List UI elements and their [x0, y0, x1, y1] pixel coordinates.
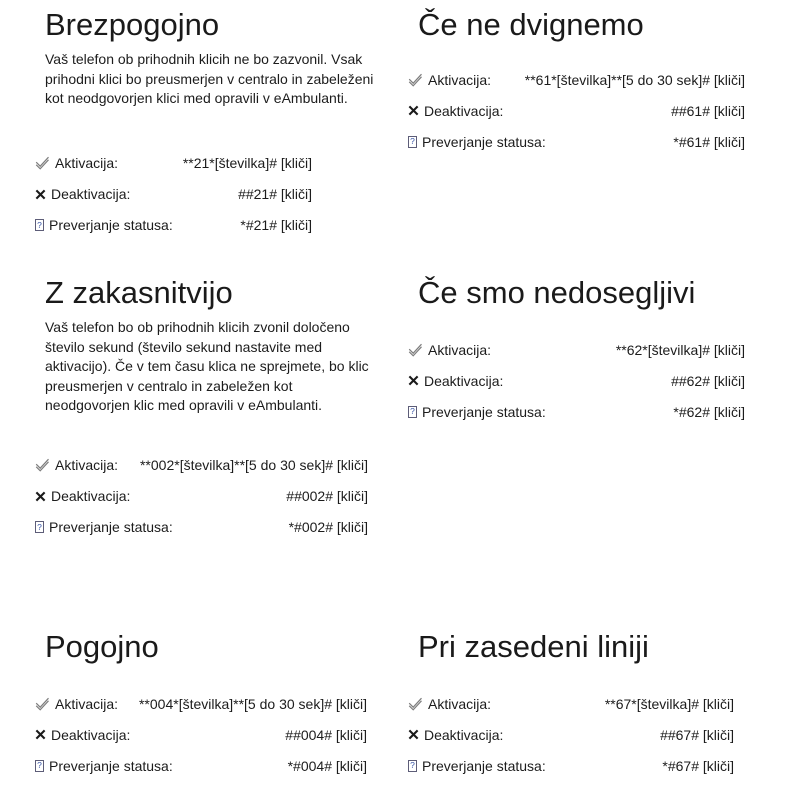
activation-code: **21*[številka]# [kliči]: [182, 155, 312, 171]
question-box-icon: ?: [408, 760, 417, 772]
section-title: Z zakasnitvijo: [45, 275, 233, 310]
activation-code: **004*[številka]**[5 do 30 sek]# [kliči]: [138, 695, 367, 712]
status-row: [35, 210, 312, 241]
status-row: [35, 512, 368, 543]
section-title: Pogojno: [45, 629, 159, 664]
status-row: [408, 750, 734, 781]
activation-row: [35, 450, 368, 481]
deactivation-label: Deaktivacija:: [424, 726, 504, 743]
deactivation-row: [35, 481, 368, 512]
code-rows: [35, 688, 367, 781]
activation-code: **67*[številka]# [kliči]: [604, 695, 734, 712]
status-label: Preverjanje statusa:: [49, 519, 173, 535]
section-title: Če smo nedosegljivi: [418, 275, 696, 310]
activation-label: Aktivacija:: [55, 695, 119, 712]
status-row: [408, 126, 745, 157]
status-label: Preverjanje statusa:: [422, 133, 546, 150]
code-rows: [408, 688, 734, 781]
double-check-icon: [35, 458, 50, 472]
deactivation-code: ##21# [kliči]: [238, 186, 312, 202]
deactivation-code: ##67# [kliči]: [660, 726, 734, 743]
deactivation-row: [35, 179, 312, 210]
deactivation-code: ##62# [kliči]: [671, 372, 745, 389]
code-rows: [408, 334, 745, 427]
question-box-icon: ?: [35, 760, 44, 772]
section-description: Vaš telefon ob prihodnih klicih ne bo zazvonil. Vsak prihodni klici bo preusmerjen v centralo in zabeleženi kot neodgovorjen klici med opravili v eAmbulanti.: [45, 51, 374, 106]
double-check-icon: [408, 697, 423, 711]
activation-code: **002*[številka]**[5 do 30 sek]# [kliči]: [139, 457, 368, 473]
status-code: *#61# [kliči]: [673, 133, 745, 150]
code-rows: [35, 450, 368, 543]
section-title: Brezpogojno: [45, 7, 220, 42]
activation-row: [35, 148, 312, 179]
section-pogojno: [35, 628, 367, 781]
deactivation-code: ##61# [kliči]: [671, 102, 745, 119]
status-label: Preverjanje statusa:: [422, 403, 546, 420]
double-check-icon: [408, 343, 423, 357]
section-title: Pri zasedeni liniji: [418, 629, 649, 664]
activation-row: [408, 688, 734, 719]
status-code: *#002# [kliči]: [288, 519, 368, 535]
activation-code: **61*[številka]**[5 do 30 sek]# [kliči]: [524, 71, 745, 88]
code-rows: [408, 64, 745, 157]
status-label: Preverjanje statusa:: [422, 757, 546, 774]
question-box-icon: ?: [35, 219, 44, 231]
status-code: *#004# [kliči]: [287, 757, 367, 774]
section-ce-ne-dvignemo: [408, 6, 745, 157]
status-code: *#62# [kliči]: [673, 403, 745, 420]
deactivation-code: ##002# [kliči]: [286, 488, 368, 504]
deactivation-label: Deaktivacija:: [51, 488, 131, 504]
code-rows: [35, 148, 312, 241]
question-box-icon: ?: [408, 136, 417, 148]
deactivation-label: Deaktivacija:: [51, 726, 131, 743]
status-code: *#67# [kliči]: [662, 757, 734, 774]
activation-label: Aktivacija:: [55, 457, 119, 473]
status-code: *#21# [kliči]: [240, 217, 312, 233]
double-check-icon: [35, 697, 50, 711]
activation-label: Aktivacija:: [428, 695, 492, 712]
question-box-icon: ?: [408, 406, 417, 418]
x-icon: [408, 105, 419, 116]
activation-row: [408, 64, 745, 95]
status-row: [408, 396, 745, 427]
activation-label: Aktivacija:: [55, 155, 119, 171]
x-icon: [35, 189, 46, 200]
activation-code: **62*[številka]# [kliči]: [615, 341, 745, 358]
deactivation-label: Deaktivacija:: [424, 102, 504, 119]
status-label: Preverjanje statusa:: [49, 757, 173, 774]
section-ce-smo-nedosegljivi: [408, 274, 745, 427]
x-icon: [408, 375, 419, 386]
section-title: Če ne dvignemo: [418, 7, 644, 42]
double-check-icon: [408, 73, 423, 87]
deactivation-row: [408, 95, 745, 126]
activation-row: [408, 334, 745, 365]
section-z-zakasnitvijo: [35, 274, 377, 543]
status-label: Preverjanje statusa:: [49, 217, 173, 233]
status-row: [35, 750, 367, 781]
deactivation-row: [35, 719, 367, 750]
activation-row: [35, 688, 367, 719]
x-icon: [35, 729, 46, 740]
question-box-icon: ?: [35, 521, 44, 533]
deactivation-row: [408, 365, 745, 396]
deactivation-code: ##004# [kliči]: [285, 726, 367, 743]
deactivation-label: Deaktivacija:: [51, 186, 131, 202]
activation-label: Aktivacija:: [428, 71, 492, 88]
x-icon: [408, 729, 419, 740]
section-description: Vaš telefon bo ob prihodnih klicih zvonil določeno število sekund (število sekund nastavite med aktivacijo). Če v tem času klica ne sprejmete, bo klic preusmerjen v centralo in zabeležen kot neodgovorjen klic med opravili v eAmbulanti.: [45, 319, 369, 413]
section-brezpogojno: [35, 6, 377, 241]
deactivation-row: [408, 719, 734, 750]
x-icon: [35, 491, 46, 502]
deactivation-label: Deaktivacija:: [424, 372, 504, 389]
activation-label: Aktivacija:: [428, 341, 492, 358]
section-pri-zasedeni-liniji: [408, 628, 734, 781]
double-check-icon: [35, 156, 50, 170]
